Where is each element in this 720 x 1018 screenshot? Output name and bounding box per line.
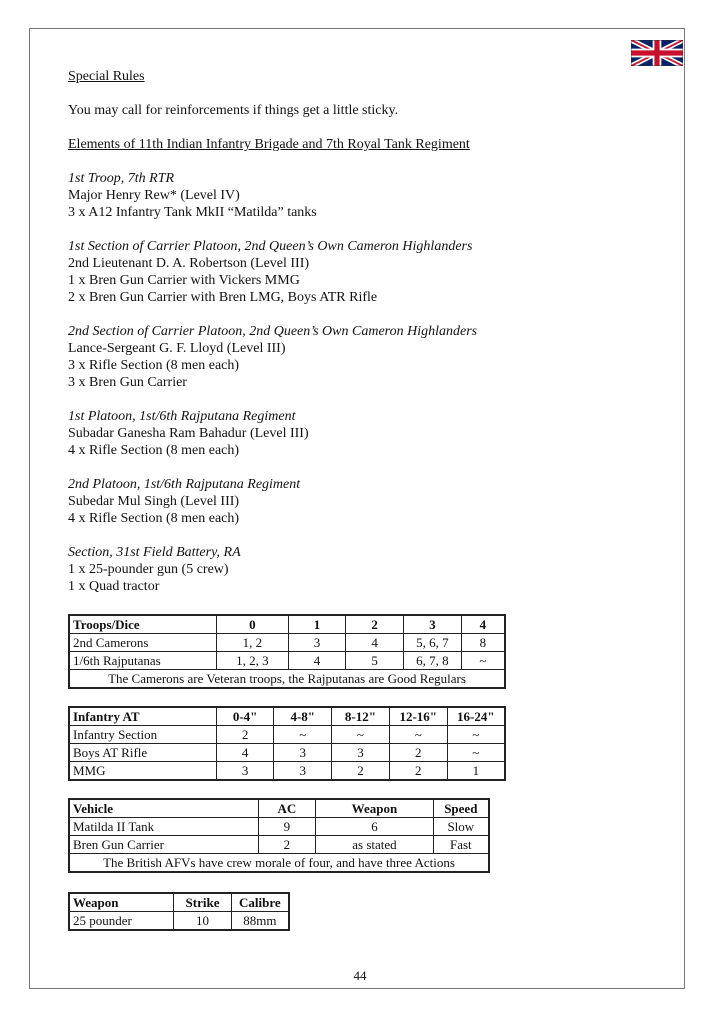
unit-block <box>68 408 648 459</box>
table-row <box>69 912 289 931</box>
unit-block <box>68 323 648 391</box>
unit-line: 3 x Bren Gun Carrier <box>68 375 187 390</box>
table-cell: 3 <box>288 634 346 652</box>
table-cell: 2 <box>258 836 316 854</box>
unit-line: Lance-Sergeant G. F. Lloyd (Level III) <box>68 341 286 356</box>
table-cell: Matilda II Tank <box>69 818 258 836</box>
special-rules-text: You may call for reinforcements if things get a little sticky. <box>68 103 399 118</box>
table-cell: 1, 2, 3 <box>217 652 289 670</box>
table-cell: 88mm <box>231 912 289 931</box>
table-row <box>69 726 505 744</box>
table-cell: ~ <box>274 726 332 744</box>
unit-title: 1st Section of Carrier Platoon, 2nd Queen’s Own Cameron Highlanders <box>68 239 473 254</box>
table-cell: 25 pounder <box>69 912 174 931</box>
table-cell: Fast <box>433 836 489 854</box>
elements-heading: Elements of 11th Indian Infantry Brigade and 7th Royal Tank Regiment <box>68 137 470 152</box>
unit-line: 2 x Bren Gun Carrier with Bren LMG, Boys ATR Rifle <box>68 290 378 305</box>
unit-title: 2nd Section of Carrier Platoon, 2nd Queen’s Own Cameron Highlanders <box>68 324 478 339</box>
table-cell: as stated <box>316 836 433 854</box>
infantry-at-table <box>68 706 506 781</box>
table-header-cell: 12-16" <box>389 707 447 726</box>
unit-line: 2nd Lieutenant D. A. Robertson (Level III) <box>68 256 310 271</box>
unit-line: 1 x Bren Gun Carrier with Vickers MMG <box>68 273 300 288</box>
table-cell: 3 <box>332 744 390 762</box>
table-cell: ~ <box>447 744 505 762</box>
table-cell: 4 <box>346 634 404 652</box>
unit-block <box>68 476 648 527</box>
troops-dice-table <box>68 614 506 689</box>
unit-block <box>68 238 648 306</box>
table-cell: Slow <box>433 818 489 836</box>
table-cell: Infantry Section <box>69 726 216 744</box>
table-row <box>69 836 489 854</box>
table-header-cell: Vehicle <box>69 799 258 818</box>
unit-title: 2nd Platoon, 1st/6th Rajputana Regiment <box>68 477 301 492</box>
table-header-cell: 2 <box>346 615 404 634</box>
table-row <box>69 744 505 762</box>
table-cell: ~ <box>461 652 505 670</box>
document-body <box>68 68 648 595</box>
table-row <box>69 818 489 836</box>
weapon-table <box>68 892 290 931</box>
table-note-row <box>69 854 489 873</box>
table-cell: 5 <box>346 652 404 670</box>
table-row <box>69 762 505 781</box>
unit-title: 1st Platoon, 1st/6th Rajputana Regiment <box>68 409 296 424</box>
table-header-cell: 1 <box>288 615 346 634</box>
table-cell: ~ <box>447 726 505 744</box>
unit-line: Subedar Mul Singh (Level III) <box>68 494 240 509</box>
table-cell: 10 <box>174 912 231 931</box>
table-note-row <box>69 670 505 689</box>
table-note: The Camerons are Veteran troops, the Rajputanas are Good Regulars <box>69 670 505 689</box>
table-cell: 3 <box>274 744 332 762</box>
table-cell: MMG <box>69 762 216 781</box>
table-cell: 1/6th Rajputanas <box>69 652 217 670</box>
table-header-cell: Infantry AT <box>69 707 216 726</box>
table-row <box>69 634 505 652</box>
table-cell: Boys AT Rifle <box>69 744 216 762</box>
table-header-cell: Weapon <box>316 799 433 818</box>
table-note: The British AFVs have crew morale of four, and have three Actions <box>69 854 489 873</box>
unit-line: 3 x A12 Infantry Tank MkII “Matilda” tanks <box>68 205 317 220</box>
table-cell: 2nd Camerons <box>69 634 217 652</box>
table-cell: 2 <box>332 762 390 781</box>
table-cell: 4 <box>288 652 346 670</box>
table-cell: 8 <box>461 634 505 652</box>
unit-line: 1 x 25-pounder gun (5 crew) <box>68 562 229 577</box>
table-cell: 9 <box>258 818 316 836</box>
table-cell: ~ <box>389 726 447 744</box>
table-header-cell: 8-12" <box>332 707 390 726</box>
unit-line: Major Henry Rew* (Level IV) <box>68 188 240 203</box>
special-rules-heading: Special Rules <box>68 69 145 84</box>
table-header-cell: 4-8" <box>274 707 332 726</box>
unit-line: 4 x Rifle Section (8 men each) <box>68 511 240 526</box>
table-cell: 1 <box>447 762 505 781</box>
table-cell: 2 <box>389 744 447 762</box>
table-header-row <box>69 707 505 726</box>
table-header-cell: AC <box>258 799 316 818</box>
table-header-row <box>69 615 505 634</box>
table-header-row <box>69 893 289 912</box>
table-cell: ~ <box>332 726 390 744</box>
unit-line: 3 x Rifle Section (8 men each) <box>68 358 240 373</box>
unit-line: Subadar Ganesha Ram Bahadur (Level III) <box>68 426 309 441</box>
unit-title: 1st Troop, 7th RTR <box>68 171 175 186</box>
table-header-cell: 0-4" <box>216 707 274 726</box>
unit-block <box>68 544 648 595</box>
table-cell: 3 <box>274 762 332 781</box>
table-header-cell: 0 <box>217 615 289 634</box>
table-cell: 2 <box>216 726 274 744</box>
unit-line: 1 x Quad tractor <box>68 579 160 594</box>
table-header-cell: 4 <box>461 615 505 634</box>
table-header-cell: 16-24" <box>447 707 505 726</box>
table-cell: 3 <box>216 762 274 781</box>
table-cell: 1, 2 <box>217 634 289 652</box>
unit-line: 4 x Rifle Section (8 men each) <box>68 443 240 458</box>
page-number: 44 <box>353 968 367 983</box>
table-header-cell: Strike <box>174 893 231 912</box>
table-row <box>69 652 505 670</box>
table-header-row <box>69 799 489 818</box>
table-header-cell: 3 <box>403 615 461 634</box>
table-cell: 2 <box>389 762 447 781</box>
unit-title: Section, 31st Field Battery, RA <box>68 545 241 560</box>
table-header-cell: Speed <box>433 799 489 818</box>
table-cell: Bren Gun Carrier <box>69 836 258 854</box>
table-cell: 6 <box>316 818 433 836</box>
table-header-cell: Calibre <box>231 893 289 912</box>
table-cell: 5, 6, 7 <box>403 634 461 652</box>
unit-block <box>68 170 648 221</box>
union-jack-flag-icon <box>631 40 683 66</box>
table-header-cell: Weapon <box>69 893 174 912</box>
table-cell: 4 <box>216 744 274 762</box>
table-cell: 6, 7, 8 <box>403 652 461 670</box>
vehicle-table <box>68 798 490 873</box>
table-header-cell: Troops/Dice <box>69 615 217 634</box>
